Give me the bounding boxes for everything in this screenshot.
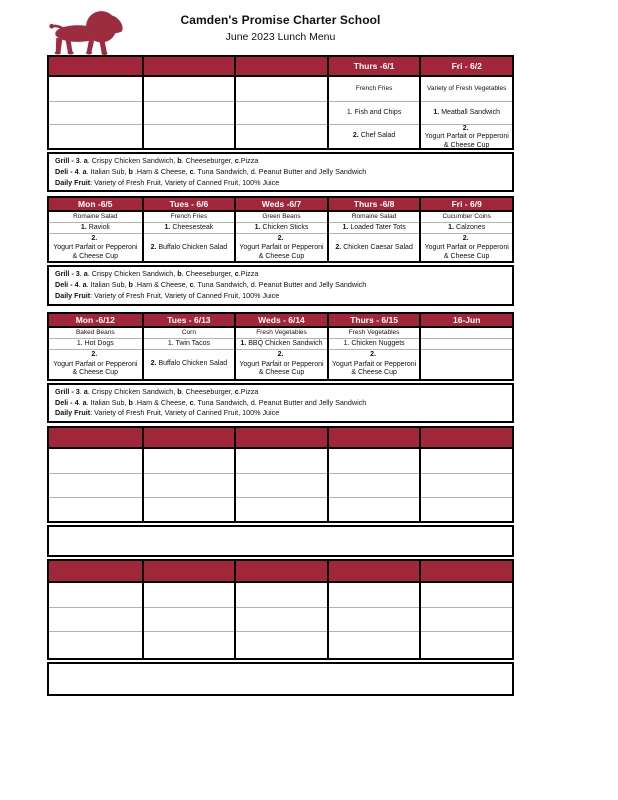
day-header-cell: Thurs -6/1 [327, 57, 420, 75]
day-header-row [47, 312, 514, 328]
day-header-cell: Fri - 6/9 [419, 198, 512, 210]
entree-2-cell [421, 349, 512, 379]
day-column [327, 583, 420, 658]
entree-2-cell [421, 124, 512, 148]
entree-text: Yogurt Parfait or Pepperoni & Cheese Cup [239, 244, 324, 260]
menu-body [47, 449, 514, 523]
day-header-cell [49, 57, 142, 75]
legend-deli-line: Deli - 4. a. Italian Sub, b .Ham & Cheese, c. Tuna Sandwich, d. Peanut Butter and Jelly Sandwich [55, 397, 367, 407]
legend-box-empty [47, 525, 514, 557]
entree-2-cell [144, 233, 235, 261]
day-column [49, 212, 142, 261]
entree-2-cell [144, 124, 235, 148]
day-column [419, 328, 512, 379]
legend-grill-line: Grill - 3. a. Crispy Chicken Sandwich, b. Cheeseburger, c.Pizza [55, 156, 259, 165]
entree-number: 1. [240, 339, 247, 347]
entree-number: 2. [352, 132, 359, 140]
day-column [49, 449, 142, 521]
menu-body [47, 583, 514, 660]
entree-2-cell [421, 497, 512, 521]
entree-2-cell [236, 497, 327, 521]
vegetable-cell: Romaine Salad [351, 213, 397, 221]
entree-number: 1. [433, 108, 440, 116]
entree-2-cell [236, 124, 327, 148]
entree-1-cell [144, 607, 235, 631]
day-column [142, 583, 235, 658]
vegetable-cell: French Fries [170, 213, 208, 221]
vegetable-cell [329, 583, 420, 607]
entree-text: Chicken Sticks [262, 224, 309, 232]
day-header-cell: 16-Jun [419, 314, 512, 326]
vegetable-cell: Variety of Fresh Vegetables [427, 85, 507, 93]
entree-2-cell [49, 233, 142, 261]
day-header-cell [327, 428, 420, 447]
entree-number: 2. [462, 125, 469, 132]
day-column [234, 583, 327, 658]
entree-2-cell [329, 233, 420, 261]
legend-box [47, 152, 514, 192]
entree-number: 2. [277, 234, 284, 242]
day-column [142, 328, 235, 379]
entree-2-cell [329, 497, 420, 521]
vegetable-cell [421, 328, 512, 338]
entree-text: Cheesesteak [172, 224, 214, 232]
vegetable-cell [49, 77, 142, 101]
entree-1-cell [329, 222, 420, 233]
day-header-row [47, 196, 514, 212]
entree-1-cell [329, 101, 420, 124]
day-header-cell [234, 428, 327, 447]
legend-fruit-line: Daily Fruit: Variety of Fresh Fruit, Variety of Canned Fruit, 100% Juice [55, 290, 280, 300]
day-header-cell [49, 561, 142, 581]
day-column [234, 449, 327, 521]
vegetable-cell [236, 449, 327, 473]
vegetable-cell: Romaine Salad [73, 213, 118, 221]
entree-number: 2. [277, 350, 284, 358]
entree-1-cell [421, 338, 512, 349]
entree-2-cell [329, 349, 420, 379]
entree-2-cell [49, 497, 142, 521]
entree-2-cell [236, 349, 327, 379]
day-header-row [47, 559, 514, 583]
day-header-cell [142, 428, 235, 447]
entree-1-cell [49, 101, 142, 124]
vegetable-cell [236, 583, 327, 607]
entree-2-cell [421, 631, 512, 658]
day-header-cell [419, 561, 512, 581]
legend-fruit-line: Daily Fruit: Variety of Fresh Fruit, Variety of Canned Fruit, 100% Juice [55, 408, 280, 418]
vegetable-cell [49, 449, 142, 473]
menu-body [47, 328, 514, 381]
day-column [234, 328, 327, 379]
legend-box-empty [47, 662, 514, 696]
entree-2-cell [49, 349, 142, 379]
day-header-cell: Thurs -6/8 [327, 198, 420, 210]
vegetable-cell: Cucumber Coins [442, 213, 491, 221]
day-header-cell: Weds - 6/14 [234, 314, 327, 326]
day-column [327, 212, 420, 261]
entree-2-cell [329, 631, 420, 658]
vegetable-cell: French Fries [355, 85, 393, 93]
vegetable-cell [144, 583, 235, 607]
entree-text: 1. Chicken Nuggets [343, 339, 405, 347]
entree-1-cell [49, 473, 142, 497]
entree-1-cell [49, 222, 142, 233]
entree-number: 1. [448, 224, 455, 232]
entree-1-cell [236, 222, 327, 233]
day-column [327, 328, 420, 379]
vegetable-cell [421, 449, 512, 473]
entree-text: Calzones [456, 224, 486, 232]
day-column [49, 77, 142, 148]
entree-number: 2. [91, 350, 98, 358]
entree-number: 1. [80, 224, 87, 232]
day-column [419, 77, 512, 148]
day-header-cell [419, 428, 512, 447]
vegetable-cell [144, 77, 235, 101]
entree-1-cell [49, 338, 142, 349]
vegetable-cell [49, 583, 142, 607]
entree-1-cell [329, 338, 420, 349]
vegetable-cell: Green Beans [262, 213, 301, 221]
entree-text: Buffalo Chicken Salad [158, 243, 228, 251]
day-column [419, 212, 512, 261]
entree-1-cell [421, 222, 512, 233]
entree-1-cell [329, 607, 420, 631]
entree-number: 2. [150, 243, 157, 251]
day-header-row [47, 426, 514, 449]
menu-body [47, 212, 514, 263]
menu-body [47, 77, 514, 150]
day-column [142, 77, 235, 148]
day-header-cell: Mon -6/5 [78, 199, 113, 210]
day-header-cell: Weds -6/7 [234, 198, 327, 210]
day-header-cell: Mon -6/12 [75, 314, 115, 325]
vegetable-cell [421, 583, 512, 607]
vegetable-cell [144, 449, 235, 473]
day-column [327, 449, 420, 521]
legend-box [47, 265, 514, 305]
entree-text: Yogurt Parfait or Pepperoni & Cheese Cup [53, 244, 138, 260]
entree-2-cell [144, 349, 235, 379]
day-header-cell [49, 428, 142, 447]
entree-1-cell [49, 607, 142, 631]
entree-text: Buffalo Chicken Salad [158, 360, 228, 368]
day-column [142, 449, 235, 521]
day-header-cell: Tues - 6/6 [142, 198, 235, 210]
entree-2-cell [236, 233, 327, 261]
day-column [234, 212, 327, 261]
vegetable-cell: Fresh Vegetables [348, 328, 400, 336]
entree-text: Yogurt Parfait or Pepperoni & Cheese Cup [424, 133, 509, 148]
entree-text: Meatball Sandwich [441, 108, 500, 116]
entree-2-cell [236, 631, 327, 658]
entree-2-cell [144, 497, 235, 521]
vegetable-cell: Corn [181, 328, 196, 336]
entree-text: Yogurt Parfait or Pepperoni & Cheese Cup [239, 361, 324, 377]
entree-1-cell [421, 607, 512, 631]
day-header-cell [327, 561, 420, 581]
week-4-empty [47, 426, 514, 557]
vegetable-cell: Baked Beans [75, 328, 115, 336]
entree-text: Yogurt Parfait or Pepperoni & Cheese Cup [424, 244, 509, 260]
entree-2-cell [421, 233, 512, 261]
week-1 [47, 55, 514, 192]
entree-1-cell [236, 607, 327, 631]
entree-2-cell [329, 124, 420, 148]
menu-title: June 2023 Lunch Menu [225, 31, 336, 43]
entree-text: Chicken Caesar Salad [343, 243, 413, 251]
entree-number: 2. [150, 360, 157, 368]
entree-text: Ravioli [88, 224, 110, 232]
school-name: Camden's Promise Charter School [180, 13, 381, 27]
entree-1-cell [236, 338, 327, 349]
entree-1-cell [236, 473, 327, 497]
entree-1-cell [144, 222, 235, 233]
entree-1-cell [421, 473, 512, 497]
day-header-cell [234, 561, 327, 581]
menu-weeks [47, 55, 514, 696]
entree-number: 1. [164, 224, 171, 232]
entree-text: BBQ Chicken Sandwich [248, 339, 323, 347]
entree-text: Yogurt Parfait or Pepperoni & Cheese Cup [53, 361, 138, 377]
day-header-cell [142, 561, 235, 581]
day-column [327, 77, 420, 148]
entree-number: 1. [254, 224, 261, 232]
entree-text: Loaded Tater Tots [350, 224, 406, 232]
day-header-row [47, 55, 514, 77]
day-column [49, 328, 142, 379]
entree-number: 2. [335, 243, 342, 251]
entree-text: 1. Fish and Chips [346, 108, 402, 116]
week-2 [47, 196, 514, 305]
vegetable-cell [236, 77, 327, 101]
entree-1-cell [144, 101, 235, 124]
entree-text: 1. Twin Tacos [167, 339, 210, 347]
vegetable-cell [329, 449, 420, 473]
day-header-cell: Fri - 6/2 [419, 57, 512, 75]
day-column [419, 449, 512, 521]
entree-1-cell [144, 473, 235, 497]
entree-2-cell [49, 631, 142, 658]
legend-deli-line: Deli - 4. a. Italian Sub, b .Ham & Cheese, c. Tuna Sandwich, d. Peanut Butter and Jelly Sandwich [55, 280, 367, 290]
legend-grill-line: Grill - 3. a. Crispy Chicken Sandwich, b. Cheeseburger, c.Pizza [55, 386, 259, 396]
day-header-cell: Thurs - 6/15 [327, 314, 420, 326]
entree-number: 2. [370, 350, 377, 358]
entree-1-cell [421, 101, 512, 124]
vegetable-cell: Fresh Vegetables [256, 328, 307, 336]
legend-deli-line: Deli - 4. a. Italian Sub, b .Ham & Cheese, c. Tuna Sandwich, d. Peanut Butter and Jelly Sandwich [55, 166, 367, 176]
day-header-cell: Tues - 6/13 [142, 314, 235, 326]
week-5-empty [47, 559, 514, 696]
legend-fruit-line: Daily Fruit: Variety of Fresh Fruit, Variety of Canned Fruit, 100% Juice [55, 177, 280, 187]
entree-text: Chef Salad [360, 132, 396, 140]
entree-number: 1. [342, 224, 349, 232]
day-header-cell [142, 57, 235, 75]
day-column [49, 583, 142, 658]
entree-number: 2. [91, 234, 98, 242]
day-header-cell [234, 57, 327, 75]
entree-1-cell [329, 473, 420, 497]
entree-1-cell [144, 338, 235, 349]
entree-2-cell [49, 124, 142, 148]
entree-2-cell [144, 631, 235, 658]
legend-box [47, 383, 514, 423]
entree-number: 2. [462, 234, 469, 242]
day-column [419, 583, 512, 658]
legend-grill-line: Grill - 3. a. Crispy Chicken Sandwich, b. Cheeseburger, c.Pizza [55, 269, 259, 279]
entree-1-cell [236, 101, 327, 124]
day-column [234, 77, 327, 148]
entree-text: 1. Hot Dogs [76, 339, 114, 347]
week-3 [47, 312, 514, 423]
day-column [142, 212, 235, 261]
masthead [0, 0, 618, 55]
entree-text: Yogurt Parfait or Pepperoni & Cheese Cup [332, 361, 417, 377]
